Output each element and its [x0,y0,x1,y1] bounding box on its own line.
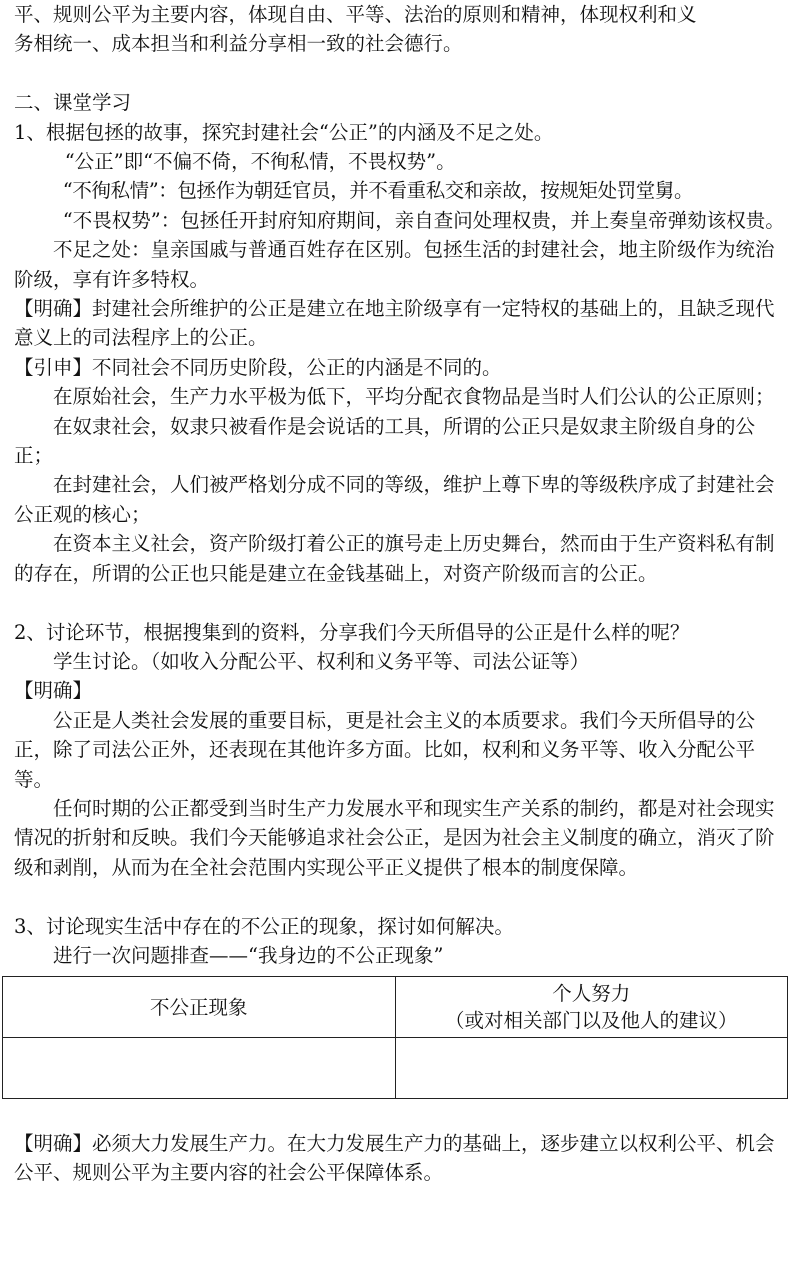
q1-extend: 【引申】不同社会不同历史阶段，公正的内涵是不同的。 [14,355,502,379]
table-cell-effort[interactable] [395,1038,788,1099]
unfairness-table [2,976,788,1099]
section-title: 二、课堂学习 [14,91,132,115]
q1-definition: “公正”即“不偏不倚，不徇私情，不畏权势”。 [64,150,456,174]
q2-title: 2、讨论环节，根据搜集到的资料，分享我们今天所倡导的公正是什么样的呢？ [14,620,690,644]
q1-paragraph-1: “不徇私情”：包拯作为朝廷官员，并不看重私交和亲故，按规矩处罚堂舅。 [62,179,694,203]
q1-paragraph-3: 不足之处：皇亲国戚与普通百姓存在区别。包拯生活的封建社会，地主阶级作为统治阶级，享有许多特权。 [14,238,775,291]
q3-clarify: 【明确】必须大力发展生产力。在大力发展生产力的基础上，逐步建立以权利公平、机会公平、规则公平为主要内容的社会公平保障体系。 [14,1131,775,1185]
q1-extend-3: 在封建社会，人们被严格划分成不同的等级，维护上尊下卑的等级秩序成了封建社会公正观的核心； [14,473,775,526]
q3-title: 3、讨论现实生活中存在的不公正的现象，探讨如何解决。 [14,914,514,938]
q2-paragraph-2: 任何时期的公正都受到当时生产力发展水平和现实生产关系的制约，都是对社会现实情况的折射和反映。我们今天能够追求社会公正，是因为社会主义制度的确立，消灭了阶级和剥削，从而为在全社会范围内实现公平正义提供了根本的制度保障。 [14,796,775,879]
table-header-row [3,977,788,1038]
q2-paragraph-1: 公正是人类社会发展的重要目标，更是社会主义的本质要求。我们今天所倡导的公正，除了司法公正外，还表现在其他许多方面。比如，权利和义务平等、收入分配公平等。 [14,708,756,791]
q2-clarify-label: 【明确】 [14,679,93,703]
q1-extend-1: 在原始社会，生产力水平极为低下，平均分配衣食物品是当时人们公认的公正原则； [53,385,775,409]
q1-paragraph-2: “不畏权势”：包拯任开封府知府期间，亲自查问处理权贵，并上奏皇帝弹劾该权贵。 [62,208,785,232]
q2-discuss: 学生讨论。（如收入分配公平、权利和义务平等、司法公证等） [53,649,590,673]
table-header-effort [395,977,788,1038]
intro-line-1: 平、规则公平为主要内容，体现自由、平等、法治的原则和精神，体现权利和义 [14,3,697,26]
q1-clarify: 【明确】封建社会所维护的公正是建立在地主阶级享有一定特权的基础上的，且缺乏现代意义上的司法程序上的公正。 [14,297,775,350]
table-header-effort-line1: 个人努力 [552,982,631,1006]
table-header-effort-line2: （或对相关部门以及他人的建议） [444,1009,738,1033]
intro-line-2: 务相统一、成本担当和利益分享相一致的社会德行。 [14,32,463,56]
q3-activity: 进行一次问题排查——“我身边的不公正现象” [53,943,444,967]
table-cell-unfair[interactable] [3,1038,396,1099]
table-row [3,1038,788,1099]
q1-title: 1、根据包拯的故事，探究封建社会“公正”的内涵及不足之处。 [14,120,554,144]
q1-extend-2: 在奴隶社会，奴隶只被看作是会说话的工具，所谓的公正只是奴隶主阶级自身的公正； [14,414,756,468]
table-header-unfair: 不公正现象 [3,977,396,1038]
q1-extend-4: 在资本主义社会，资产阶级打着公正的旗号走上历史舞台，然而由于生产资料私有制的存在，所谓的公正也只能是建立在金钱基础上，对资产阶级而言的公正。 [14,532,775,585]
